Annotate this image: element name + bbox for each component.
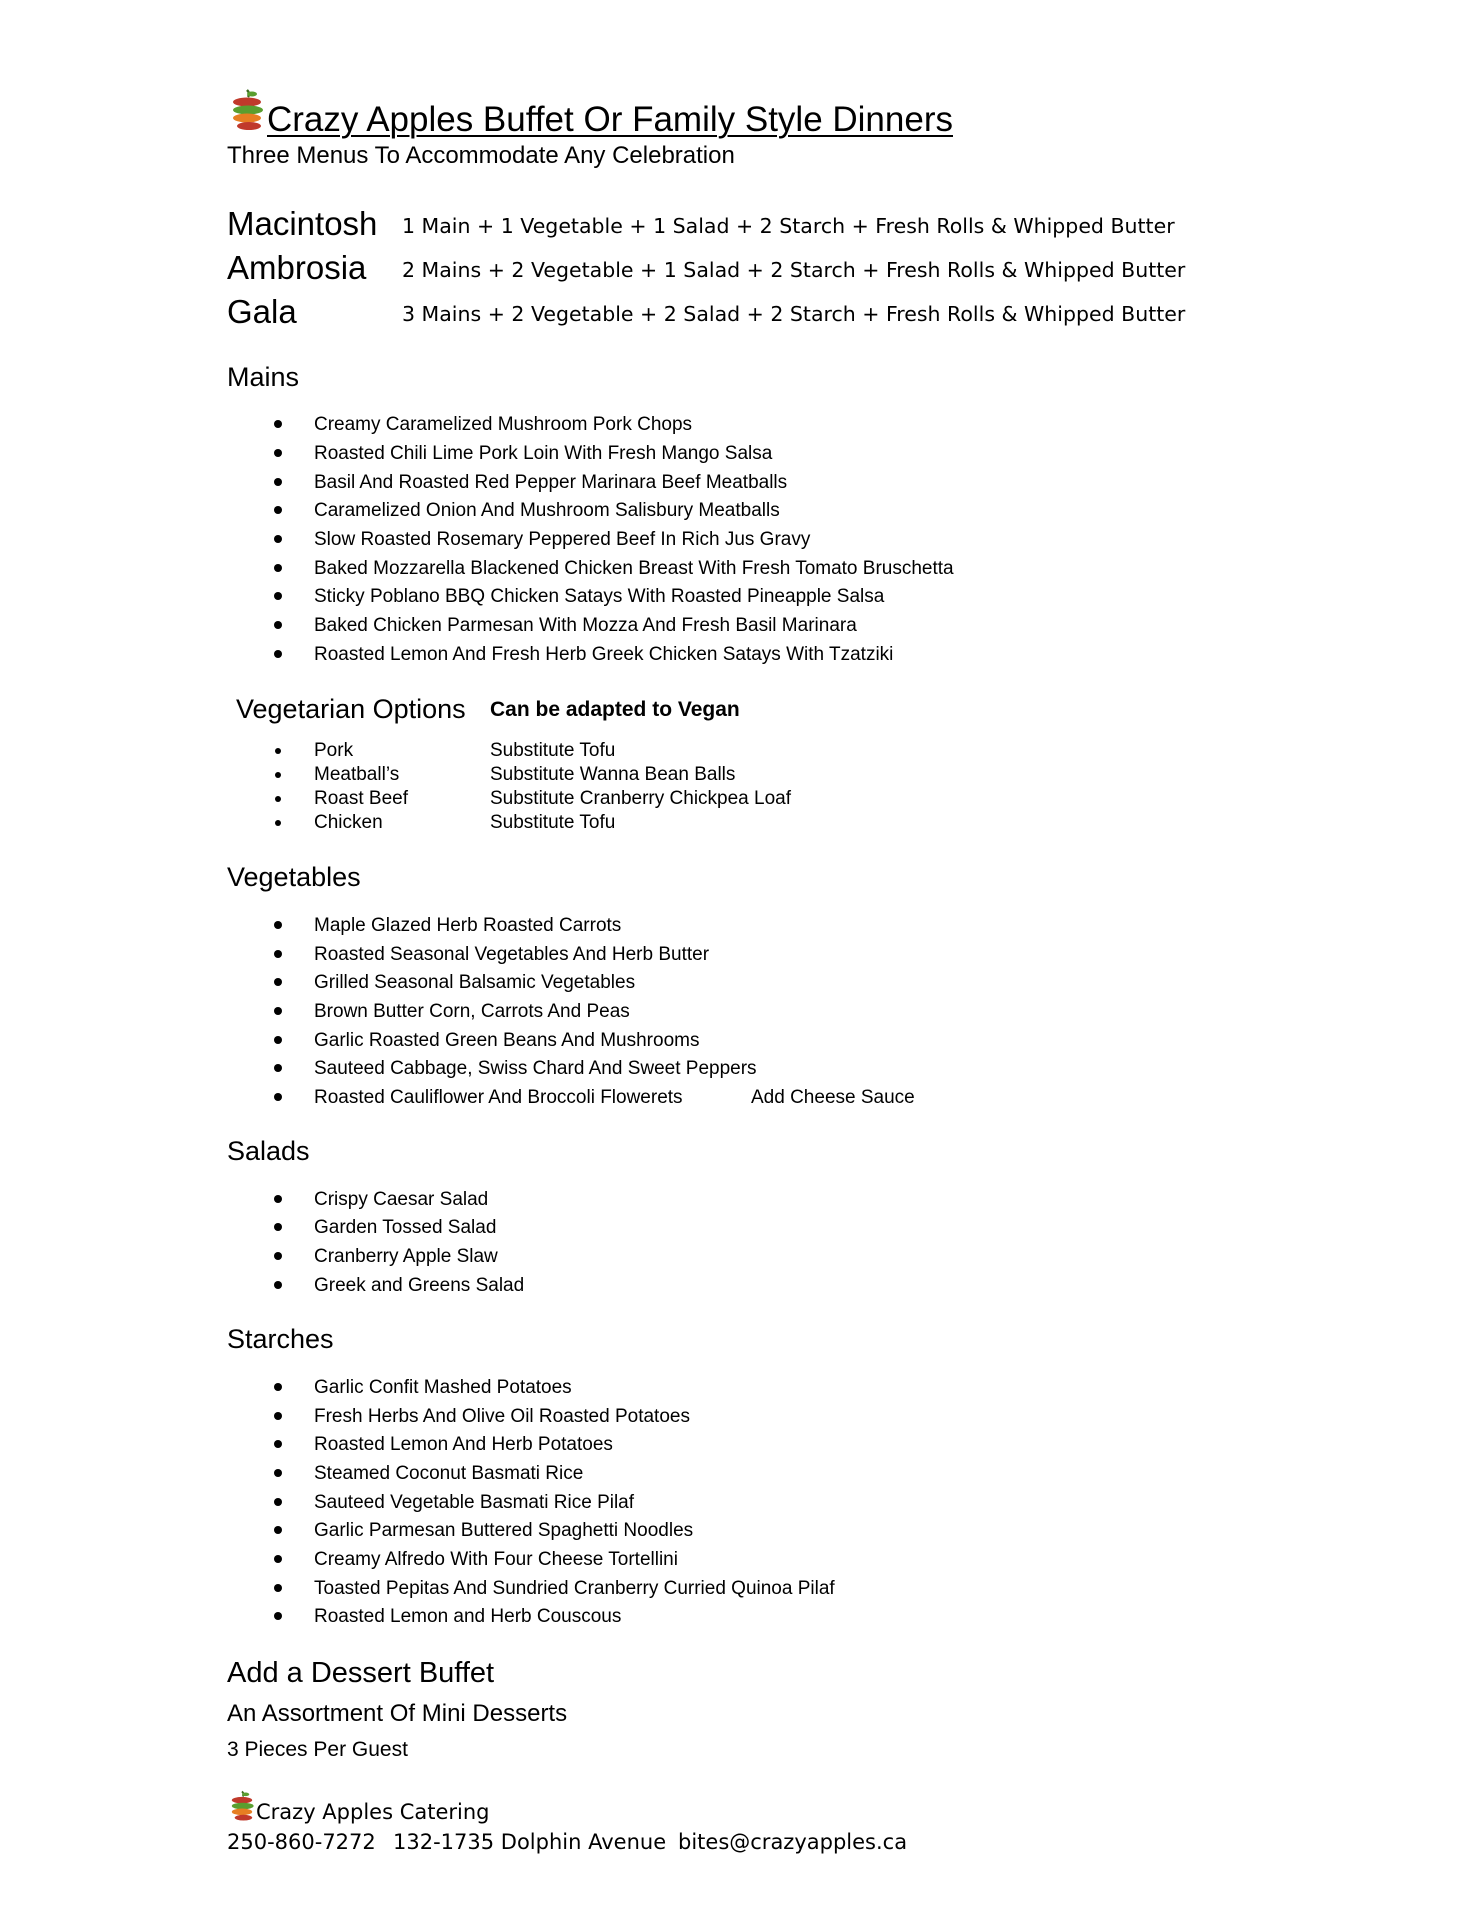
list-item: Brown Butter Corn, Carrots And Peas [314, 1001, 630, 1022]
package-name-ambrosia: Ambrosia [227, 249, 367, 286]
bullet [274, 1093, 282, 1101]
list-item: Creamy Caramelized Mushroom Pork Chops [314, 414, 693, 435]
list-item: Garlic Confit Mashed Potatoes [314, 1377, 572, 1398]
vegan-note: Can be adapted to Vegan [490, 698, 740, 721]
bullet [274, 420, 282, 428]
package-name-macintosh: Macintosh [227, 205, 378, 242]
list-item: Greek and Greens Salad [314, 1275, 525, 1296]
mains-heading: Mains [227, 362, 300, 392]
list-item: Garden Tossed Salad [314, 1217, 497, 1238]
list-item: Toasted Pepitas And Sundried Cranberry Curried Quinoa Pilaf [314, 1578, 835, 1599]
bullet [274, 449, 282, 457]
bullet [274, 1440, 282, 1448]
original-item: Roast Beef [314, 788, 408, 809]
bullet [274, 1223, 282, 1231]
page-title: Crazy Apples Buffet Or Family Style Dinners [267, 100, 953, 139]
package-description-gala: 3 Mains + 2 Vegetable + 2 Salad + 2 Starch + Fresh Rolls & Whipped Butter [402, 302, 1186, 326]
footer-phone: 250-860-7272 [227, 1830, 376, 1854]
bullet [274, 1383, 282, 1391]
bullet [274, 592, 282, 600]
bullet [274, 1064, 282, 1072]
list-item: Roasted Lemon And Herb Potatoes [314, 1434, 613, 1455]
original-item: Chicken [314, 812, 383, 833]
list-item: Baked Chicken Parmesan With Mozza And Fresh Basil Marinara [314, 615, 857, 636]
bullet [274, 535, 282, 543]
bullet [275, 772, 281, 778]
page-subtitle: Three Menus To Accommodate Any Celebration [227, 142, 735, 169]
footer-company: Crazy Apples Catering [256, 1800, 490, 1824]
list-item: Slow Roasted Rosemary Peppered Beef In Rich Jus Gravy [314, 529, 811, 550]
list-item: Roasted Lemon And Fresh Herb Greek Chicken Satays With Tzatziki [314, 644, 894, 665]
original-item: Meatball’s [314, 764, 400, 785]
bullet [274, 950, 282, 958]
package-description-ambrosia: 2 Mains + 2 Vegetable + 1 Salad + 2 Starch + Fresh Rolls & Whipped Butter [402, 258, 1186, 282]
list-item: Grilled Seasonal Balsamic Vegetables [314, 972, 636, 993]
list-item: Baked Mozzarella Blackened Chicken Breast With Fresh Tomato Bruschetta [314, 558, 954, 579]
substitute-item: Substitute Wanna Bean Balls [490, 764, 736, 785]
bullet [274, 1469, 282, 1477]
bullet [274, 1584, 282, 1592]
list-item: Creamy Alfredo With Four Cheese Tortellini [314, 1549, 678, 1570]
footer-email: bites@crazyapples.ca [678, 1830, 908, 1854]
list-item: Sauteed Cabbage, Swiss Chard And Sweet Peppers [314, 1058, 757, 1079]
apple-stack-logo-icon [228, 1790, 256, 1822]
bullet [275, 820, 281, 826]
starches-heading: Starches [227, 1324, 334, 1354]
bullet [274, 564, 282, 572]
list-item: Garlic Roasted Green Beans And Mushrooms [314, 1030, 700, 1051]
bullet [274, 621, 282, 629]
substitute-item: Substitute Tofu [490, 812, 616, 833]
vegetables-heading: Vegetables [227, 862, 361, 892]
list-item: Sticky Poblano BBQ Chicken Satays With Roasted Pineapple Salsa [314, 586, 885, 607]
list-item: Garlic Parmesan Buttered Spaghetti Noodles [314, 1520, 694, 1541]
bullet [274, 478, 282, 486]
footer-address: 132-1735 Dolphin Avenue [393, 1830, 667, 1854]
list-item: Roasted Cauliflower And Broccoli Flowerets [314, 1087, 683, 1108]
dessert-heading: Add a Dessert Buffet [227, 1657, 495, 1689]
list-item: Roasted Chili Lime Pork Loin With Fresh Mango Salsa [314, 443, 773, 464]
bullet [274, 1195, 282, 1203]
bullet [274, 978, 282, 986]
apple-stack-logo-icon [228, 88, 266, 132]
bullet [274, 1036, 282, 1044]
bullet [274, 506, 282, 514]
list-item: Fresh Herbs And Olive Oil Roasted Potatoes [314, 1406, 690, 1427]
bullet [274, 650, 282, 658]
package-description-macintosh: 1 Main + 1 Vegetable + 1 Salad + 2 Starch + Fresh Rolls & Whipped Butter [402, 214, 1175, 238]
vegetarian-heading: Vegetarian Options [236, 694, 466, 724]
bullet [274, 1281, 282, 1289]
bullet [274, 1555, 282, 1563]
list-item: Maple Glazed Herb Roasted Carrots [314, 915, 622, 936]
bullet [274, 1412, 282, 1420]
bullet [274, 1612, 282, 1620]
dessert-description: An Assortment Of Mini Desserts [227, 1700, 568, 1727]
bullet [275, 796, 281, 802]
package-name-gala: Gala [227, 293, 297, 330]
list-item: Basil And Roasted Red Pepper Marinara Beef Meatballs [314, 472, 788, 493]
list-item: Sauteed Vegetable Basmati Rice Pilaf [314, 1492, 635, 1513]
salads-heading: Salads [227, 1136, 310, 1166]
list-item: Roasted Lemon and Herb Couscous [314, 1606, 622, 1627]
substitute-item: Substitute Tofu [490, 740, 616, 761]
bullet [274, 921, 282, 929]
list-item: Cranberry Apple Slaw [314, 1246, 498, 1267]
bullet [274, 1007, 282, 1015]
original-item: Pork [314, 740, 354, 761]
substitute-item: Substitute Cranberry Chickpea Loaf [490, 788, 791, 809]
list-item: Caramelized Onion And Mushroom Salisbury Meatballs [314, 500, 780, 521]
bullet [274, 1252, 282, 1260]
bullet [274, 1498, 282, 1506]
list-item: Roasted Seasonal Vegetables And Herb Butter [314, 944, 710, 965]
bullet [275, 748, 281, 754]
bullet [274, 1526, 282, 1534]
dessert-portion: 3 Pieces Per Guest [227, 1738, 408, 1761]
cheese-sauce-addon: Add Cheese Sauce [751, 1087, 915, 1108]
list-item: Crispy Caesar Salad [314, 1189, 489, 1210]
list-item: Steamed Coconut Basmati Rice [314, 1463, 584, 1484]
